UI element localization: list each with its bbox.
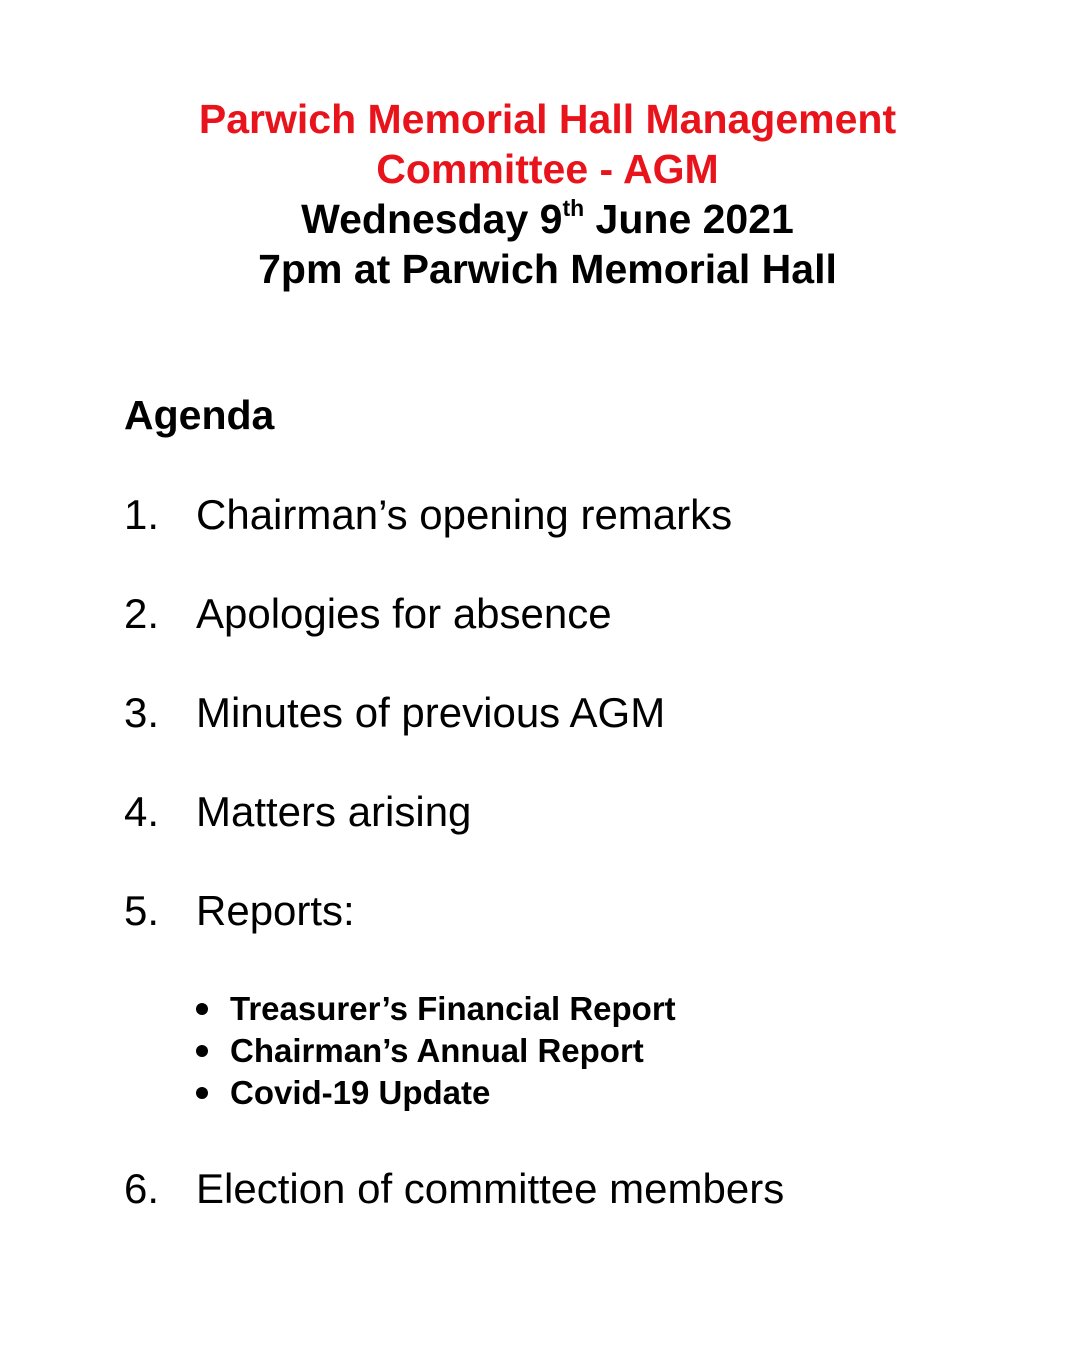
agenda-item xyxy=(124,1164,784,1214)
report-label: Treasurer’s Financial Report xyxy=(230,990,676,1027)
agenda-item-text: Minutes of previous AGM xyxy=(196,689,666,736)
agenda-item-number: 6. xyxy=(124,1165,160,1212)
agenda-item-number: 3. xyxy=(124,689,160,736)
meeting-date xyxy=(0,194,1087,244)
reports-list xyxy=(196,988,676,1114)
report-label: Chairman’s Annual Report xyxy=(230,1032,644,1069)
agenda-item-number: 5. xyxy=(124,887,160,934)
agenda-item xyxy=(124,886,355,936)
agenda-item xyxy=(124,589,612,639)
agenda-item-text: Election of committee members xyxy=(196,1165,785,1212)
report-label: Covid-19 Update xyxy=(230,1074,491,1111)
report-list-item xyxy=(196,1072,676,1114)
agenda-item-text: Apologies for absence xyxy=(196,590,612,637)
meeting-date-weekday: Wednesday 9 xyxy=(301,196,563,242)
document-header xyxy=(0,94,1087,294)
bullet-icon xyxy=(196,1003,208,1015)
report-list-item xyxy=(196,988,676,1030)
agenda-item-number: 2. xyxy=(124,590,160,637)
agenda-item xyxy=(124,688,665,738)
agenda-item-text: Chairman’s opening remarks xyxy=(196,491,733,538)
agenda-item-number: 1. xyxy=(124,491,160,538)
agenda-item-text: Reports: xyxy=(196,887,355,934)
agenda-item xyxy=(124,490,732,540)
meeting-date-suffix: th xyxy=(562,195,585,222)
meeting-time-location: 7pm at Parwich Memorial Hall xyxy=(258,246,837,292)
title-line-1: Parwich Memorial Hall Management xyxy=(198,96,897,142)
agenda-item-number: 4. xyxy=(124,788,160,835)
agenda-heading: Agenda xyxy=(124,392,275,438)
agenda-item-text: Matters arising xyxy=(196,788,472,835)
bullet-icon xyxy=(196,1045,208,1057)
report-list-item xyxy=(196,1030,676,1072)
bullet-icon xyxy=(196,1087,208,1099)
agenda-item xyxy=(124,787,471,837)
meeting-date-rest: June 2021 xyxy=(584,196,794,242)
title-line-2: Committee - AGM xyxy=(376,146,719,192)
